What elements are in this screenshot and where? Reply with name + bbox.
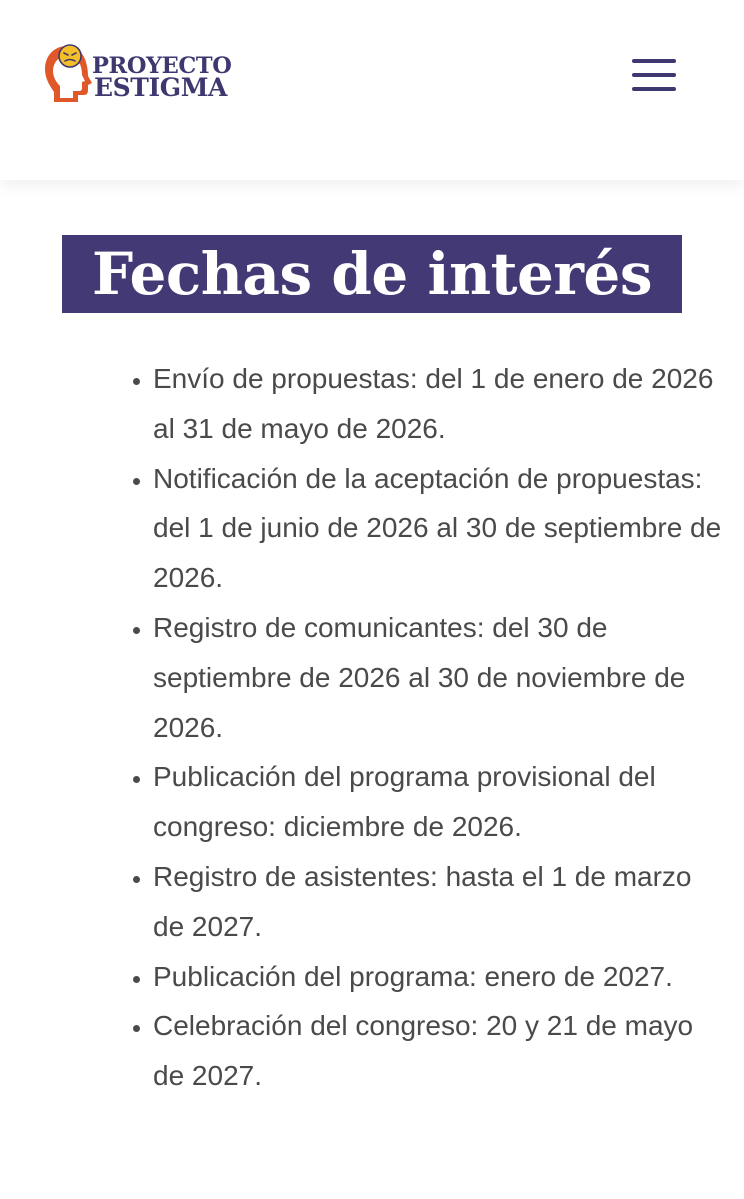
page-title: Fechas de interés: [92, 240, 652, 308]
list-item: • Registro de comunicantes: del 30 de septiembre de 2026 al 30 de noviembre de 2026.: [153, 603, 725, 752]
list-item: • Celebración del congreso: 20 y 21 de mayo de 2027.: [153, 1001, 725, 1101]
hamburger-menu-icon-bar: [632, 73, 676, 77]
list-item: • Publicación del programa provisional del congreso: diciembre de 2026.: [153, 752, 725, 852]
head-profile-logo-icon: [42, 42, 94, 104]
list-item: • Envío de propuestas: del 1 de enero de 2026 al 31 de mayo de 2026.: [153, 354, 725, 454]
hamburger-menu-icon: [632, 59, 676, 63]
important-dates-list: [112, 354, 725, 1101]
logo-line-2: ESTIGMA: [94, 73, 228, 102]
list-item: • Publicación del programa: enero de 2027.: [153, 952, 725, 1002]
site-logo[interactable]: [42, 42, 247, 106]
site-header: [0, 0, 744, 180]
hamburger-menu-button[interactable]: [626, 55, 682, 99]
list-item: • Registro de asistentes: hasta el 1 de marzo de 2027.: [153, 852, 725, 952]
logo-wordmark: [92, 53, 232, 102]
hamburger-menu-icon-bar: [632, 87, 676, 91]
section-heading-banner: [62, 235, 682, 313]
list-item: • Notificación de la aceptación de propuestas: del 1 de junio de 2026 al 30 de septiembre de 2026.: [153, 454, 725, 603]
logo-line-1: PROYECTO: [92, 53, 232, 79]
